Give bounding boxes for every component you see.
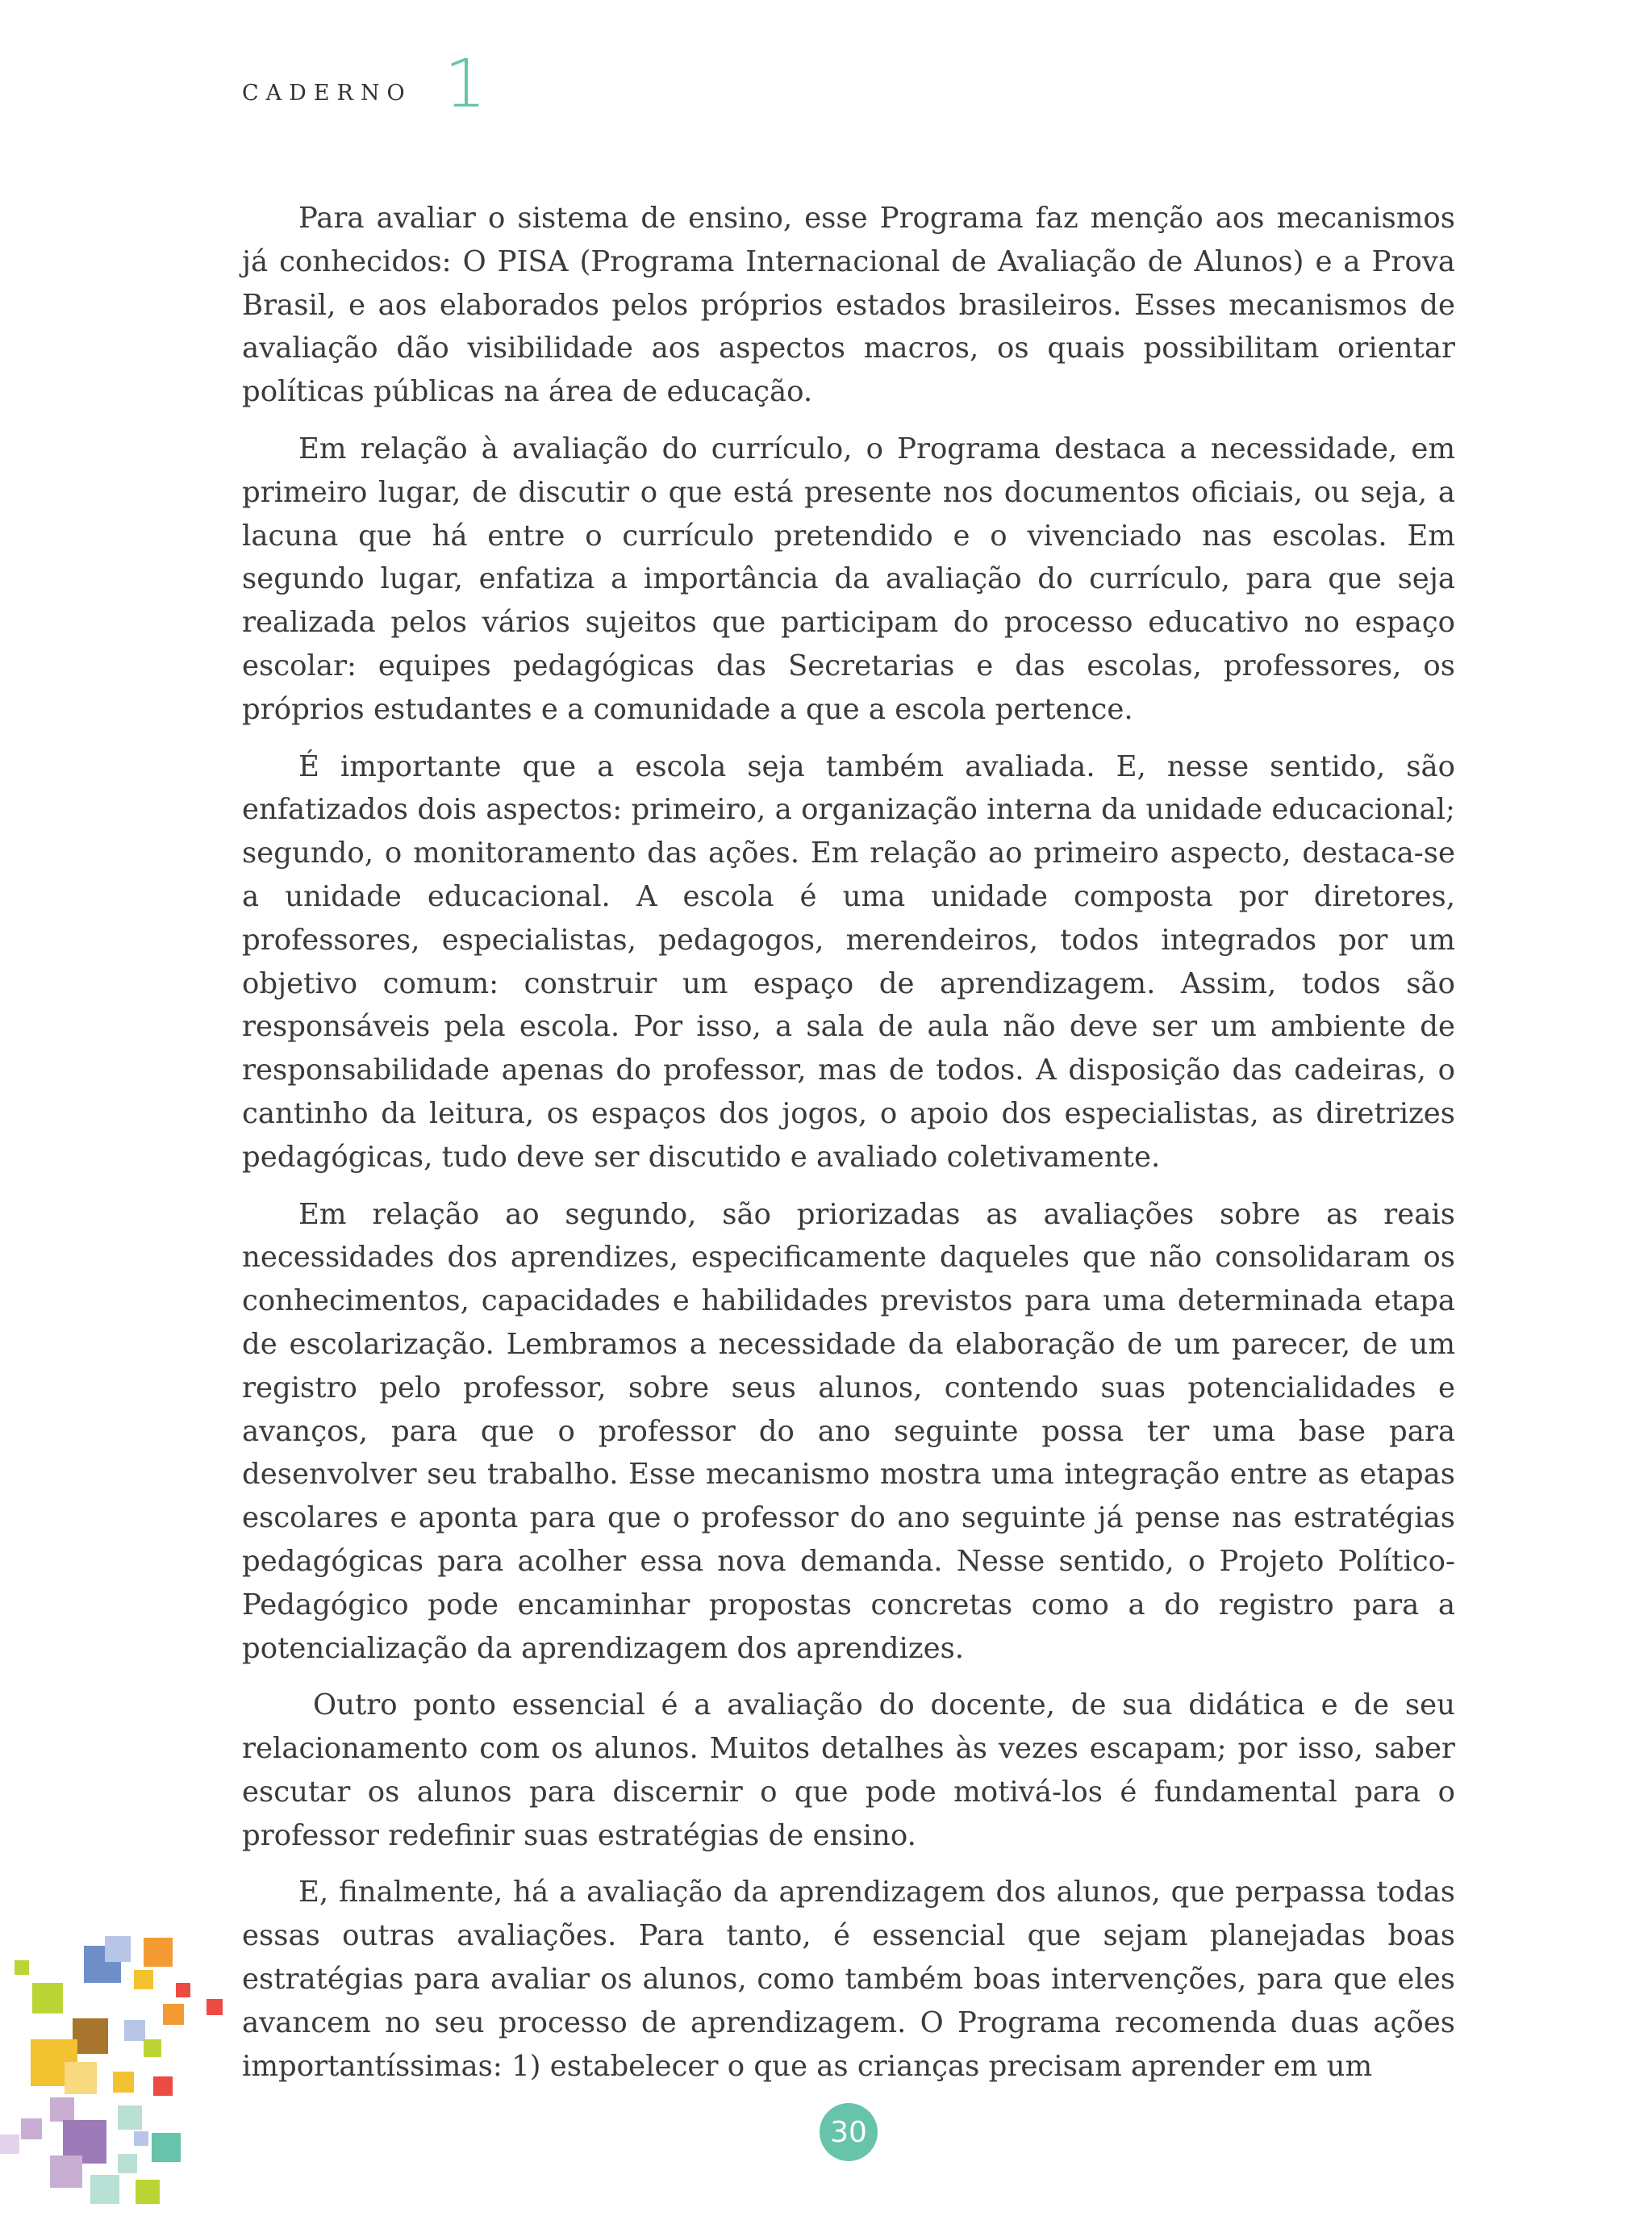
mosaic-square — [153, 2076, 173, 2096]
header-label: CADERNO — [242, 80, 412, 106]
mosaic-square — [144, 1938, 173, 1967]
mosaic-square — [134, 2131, 148, 2146]
mosaic-square — [21, 2118, 42, 2139]
mosaic-square — [50, 2155, 82, 2188]
mosaic-square — [73, 2018, 108, 2054]
paragraph: É importante que a escola seja também avaliada. E, nesse sentido, são enfatizados dois aspectos: primeiro, a organização interna da unidade educacional; segundo, o monitoramento das ações. Em relação ao primeiro aspecto, destaca-se a unidade educacional. A escola é uma unidade composta por diretores, professores, especialistas, pedagogos, merendeiros, todos integrados por um objetivo comum: construir um espaço de aprendizagem. Assim, todos são responsáveis pela escola. Por isso, a sala de aula não deve ser um ambiente de responsabilidade apenas do professor, mas de todos. A disposição das cadeiras, o cantinho da leitura, os espaços dos jogos, o apoio dos especialistas, as diretrizes pedagógicas, tudo deve ser discutido e avaliado coletivamente. — [242, 749, 1455, 1174]
mosaic-square — [15, 1960, 29, 1975]
mosaic-square — [144, 2039, 161, 2057]
mosaic-square — [0, 2135, 19, 2154]
body-text — [242, 197, 1455, 2101]
mosaic-square — [118, 2154, 137, 2173]
mosaic-square — [124, 2020, 145, 2041]
mosaic-square — [163, 2004, 184, 2025]
mosaic-square — [176, 1983, 190, 1997]
mosaic-square — [32, 1983, 63, 2014]
mosaic-square — [136, 2180, 160, 2204]
paragraph: Para avaliar o sistema de ensino, esse Programa faz menção aos mecanismos já conhecidos: O PISA (Programa Internacional de Avaliação de Alunos) e a Prova Brasil, e aos elaborados pelos próprios estados brasileiros. Esses mecanismos de avaliação dão visibilidade aos aspectos macros, os quais possibilitam orientar políticas públicas na área de educação. — [242, 202, 1455, 409]
page-number: 30 — [820, 2103, 878, 2161]
header-number: 1 — [444, 46, 486, 123]
mosaic-square — [118, 2105, 142, 2130]
paragraph: E, finalmente, há a avaliação da aprendizagem dos alunos, que perpassa todas essas outras avaliações. Para tanto, é essencial que sejam planejadas boas estratégias para avaliar os alunos, como também boas intervenções, para que eles avancem no seu processo de aprendizagem. O Programa recomenda duas ações importantíssimas: 1) estabelecer o que as crianças precisam aprender em um — [242, 1876, 1455, 2083]
mosaic-square — [113, 2072, 134, 2093]
mosaic-square — [90, 2175, 119, 2204]
mosaic-square — [105, 1936, 131, 1962]
paragraph: Em relação à avaliação do currículo, o Programa destaca a necessidade, em primeiro lugar, de discutir o que está presente nos documentos oficiais, ou seja, a lacuna que há entre o currículo pretendido e o vivenciado nas escolas. Em segundo lugar, enfatiza a importância da avaliação do currículo, para que seja realizada pelos vários sujeitos que participam do processo educativo no espaço escolar: equipes pedagógicas das Secretarias e das escolas, professores, os próprios estudantes e a comunidade a que a escola pertence. — [242, 432, 1455, 726]
paragraph: Outro ponto essencial é a avaliação do docente, de sua didática e de seu relacionamento com os alunos. Muitos detalhes às vezes escapam; por isso, saber escutar os alunos para discernir o que pode motivá-los é fundamental para o professor redefinir suas estratégias de ensino. — [242, 1688, 1455, 1852]
mosaic-square — [152, 2133, 181, 2162]
mosaic-square — [65, 2062, 97, 2094]
mosaic-square — [134, 1970, 153, 1989]
mosaic-square — [50, 2097, 74, 2122]
running-header — [242, 48, 486, 121]
paragraph: Em relação ao segundo, são priorizadas as avaliações sobre as reais necessidades dos aprendizes, especificamente daqueles que não consolidaram os conhecimentos, capacidades e habilidades previstos para uma determinada etapa de escolarização. Lembramos a necessidade da elaboração de um parecer, de um registro pelo professor, sobre seus alunos, contendo suas potencialidades e avanços, para que o professor do ano seguinte possa ter uma base para desenvolver seu trabalho. Esse mecanismo mostra uma integração entre as etapas escolares e aponta para que o professor do ano seguinte já pense nas estratégias pedagógicas para acolher essa nova demanda. Nesse sentido, o Projeto Político-Pedagógico pode encaminhar propostas concretas como a do registro para a potencialização da aprendizagem dos aprendizes. — [242, 1197, 1455, 1665]
decorative-mosaic — [0, 1920, 242, 2216]
mosaic-square — [206, 1999, 223, 2015]
